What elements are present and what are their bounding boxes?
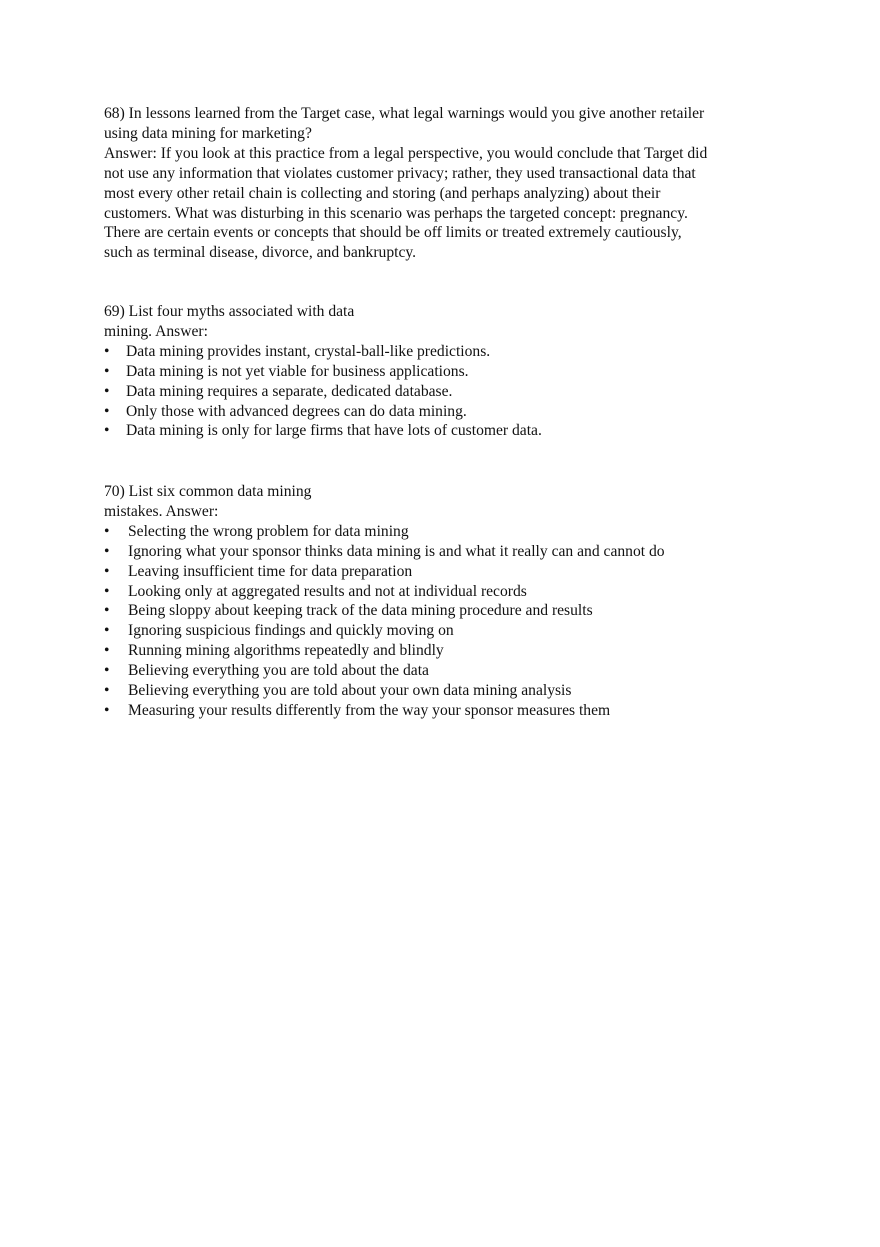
bullet-icon: • (104, 422, 110, 440)
question-68-line: using data mining for marketing? (104, 124, 312, 142)
list-item-text: Ignoring what your sponsor thinks data mining is and what it really can and cannot do (128, 542, 665, 560)
list-item (104, 342, 542, 362)
bullet-icon: • (104, 522, 110, 540)
list-item (104, 621, 665, 641)
question-69-line: 69) List four myths associated with data (104, 303, 355, 320)
bullet-icon: • (104, 562, 110, 580)
bullet-icon: • (104, 402, 110, 420)
list-item (104, 402, 542, 422)
answer-68-line: Answer: If you look at this practice from a legal perspective, you would conclude that Target did (104, 144, 708, 162)
list-item (104, 681, 665, 701)
answer-68-line: not use any information that violates customer privacy; rather, they used transactional data that (104, 164, 696, 182)
question-69 (104, 302, 542, 441)
list-item-text: Believing everything you are told about your own data mining analysis (128, 682, 572, 700)
list-item (104, 661, 665, 681)
list-item-text: Only those with advanced degrees can do data mining. (126, 402, 467, 420)
bullet-icon: • (104, 662, 110, 680)
list-item-text: Ignoring suspicious findings and quickly moving on (128, 622, 454, 640)
list-item (104, 641, 665, 661)
list-item-text: Looking only at aggregated results and not at individual records (128, 582, 527, 600)
list-item (104, 542, 665, 562)
list-item-text: Data mining is not yet viable for business applications. (126, 362, 469, 380)
bullet-icon: • (104, 701, 110, 719)
list-item-text: Data mining requires a separate, dedicated database. (126, 382, 453, 400)
question-70-line: 70) List six common data mining (104, 483, 312, 500)
bullet-icon: • (104, 362, 110, 380)
answer-68-line: such as terminal disease, divorce, and bankruptcy. (104, 244, 417, 262)
list-item-text: Data mining provides instant, crystal-ball-like predictions. (126, 342, 491, 360)
answer-68-line: There are certain events or concepts that should be off limits or treated extremely cautiously, (104, 224, 682, 242)
list-item-text: Believing everything you are told about the data (128, 662, 429, 680)
bullet-icon: • (104, 542, 110, 560)
question-68-line: 68) In lessons learned from the Target case, what legal warnings would you give another retailer (104, 105, 705, 122)
list-item-text: Data mining is only for large firms that have lots of customer data. (126, 422, 542, 440)
list-item (104, 522, 665, 542)
bullet-icon: • (104, 582, 110, 600)
bullet-icon: • (104, 622, 110, 640)
list-item (104, 562, 665, 582)
question-70-line: mistakes. Answer: (104, 502, 219, 520)
list-item-text: Being sloppy about keeping track of the data mining procedure and results (128, 602, 593, 620)
bullet-icon: • (104, 342, 110, 360)
question-70 (104, 482, 665, 721)
list-item-text: Leaving insufficient time for data preparation (128, 562, 413, 580)
question-68 (104, 104, 794, 263)
list-item-text: Running mining algorithms repeatedly and blindly (128, 642, 444, 660)
question-69-line: mining. Answer: (104, 322, 208, 340)
mistakes-list (104, 522, 665, 721)
document-page (104, 104, 794, 719)
answer-68-line: customers. What was disturbing in this scenario was perhaps the targeted concept: pregnancy. (104, 204, 688, 222)
list-item-text: Measuring your results differently from the way your sponsor measures them (128, 701, 611, 719)
bullet-icon: • (104, 682, 110, 700)
myths-list (104, 342, 542, 442)
list-item-text: Selecting the wrong problem for data mining (128, 522, 409, 540)
list-item (104, 701, 665, 721)
list-item (104, 601, 665, 621)
list-item (104, 362, 542, 382)
list-item (104, 421, 542, 441)
bullet-icon: • (104, 602, 110, 620)
list-item (104, 382, 542, 402)
answer-68-line: most every other retail chain is collecting and storing (and perhaps analyzing) about their (104, 184, 661, 202)
bullet-icon: • (104, 382, 110, 400)
bullet-icon: • (104, 642, 110, 660)
list-item (104, 582, 665, 602)
